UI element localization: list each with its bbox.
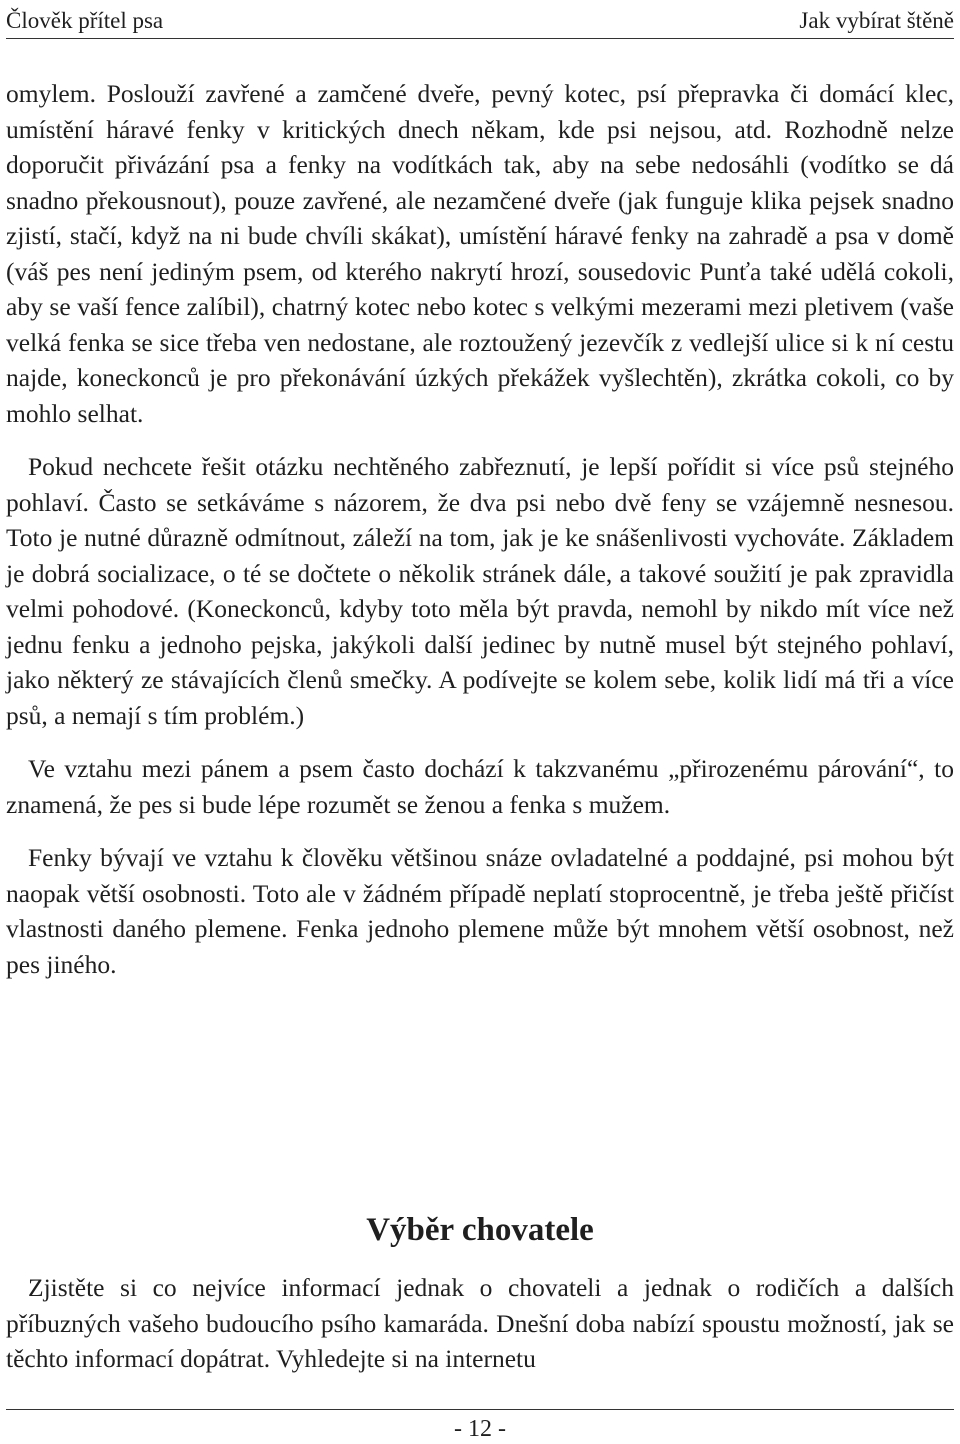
paragraph-4: Fenky bývají ve vztahu k člověku většinou snáze ovladatelné a poddajné, psi mohou být naopak větší osobnosti. Toto ale v žádném případě neplatí stoprocentně, je třeba ještě přičíst vlastnosti daného plemene. Fenka jednoho plemene může být mnohem větší osobnost, než pes jiného.: [6, 843, 954, 979]
paragraph-1: omylem. Poslouží zavřené a zamčené dveře, pevný kotec, psí přepravka či domácí klec, umístění háravé fenky v kritických dnech někam, kde psi nejsou, atd. Rozhodně nelze doporučit přivázání psa a fenky na vodítkách tak, aby na sebe nedosáhli (vodítko se dá snadno překousnout), pouze zavřené, ale nezamčené dveře (jak funguje klika pejsek snadno zjistí, stačí, když na ni bude chvíli skákat), umístění háravé fenky na zahradě a psa v domě (váš pes není jediným psem, od kterého nakrytí hrozí, sousedovic Punťa také udělá cokoli, aby se vaší fence zalíbil), chatrný kotec nebo kotec s velkými mezerami mezi pletivem (vaše velká fenka se sice třeba ven nedostane, ale roztoužený jezevčík z vedlejší ulice si k ní cestu najde, koneckonců je pro překonávání úzkých překážek vyšlechtěn), zkrátka cokoli, co by mohlo selhat.: [6, 79, 954, 428]
header-book-title: Člověk přítel psa: [6, 8, 164, 33]
body-text: [6, 76, 954, 982]
section-body: [6, 1270, 954, 1377]
running-header: [6, 4, 954, 39]
section-heading: Výběr chovatele: [366, 1212, 594, 1248]
header-chapter-title: Jak vybírat štěně: [799, 8, 954, 33]
paragraph-2: Pokud nechcete řešit otázku nechtěného zabřeznutí, je lepší pořídit si více psů stejného pohlaví. Často se setkáváme s názorem, že dva psi nebo dvě feny se vzájemně nesnesou. Toto je nutné důrazně odmítnout, záleží na tom, jak je ke snášenlivosti vychováte. Základem je dobrá socializace, o té se dočtete o několik stránek dále, a takové soužití je pak zpravidla velmi pohodové. (Koneckonců, kdyby toto měla být pravda, nemohl by nikdo mít více než jednu fenku a jednoho pejska, jakýkoli další jedinec by nutně musel být stejného pohlaví, jako některý ze stávajících členů smečky. A podívejte se kolem sebe, kolik lidí má tři a více psů, a nemají s tím problém.): [6, 452, 954, 730]
section-paragraph: Zjistěte si co nejvíce informací jednak o chovateli a jednak o rodičích a dalších příbuzných vašeho budoucího psího kamaráda. Dnešní doba nabízí spoustu možností, jak se těchto informací dopátrat. Vyhledejte si na internetu: [6, 1273, 954, 1373]
footer-divider: [6, 1409, 954, 1410]
page-number: - 12 -: [454, 1416, 506, 1442]
paragraph-3: Ve vztahu mezi pánem a psem často dochází k takzvanému „přirozenému párování“, to znamená, že pes si bude lépe rozumět se ženou a fenka s mužem.: [6, 754, 954, 819]
